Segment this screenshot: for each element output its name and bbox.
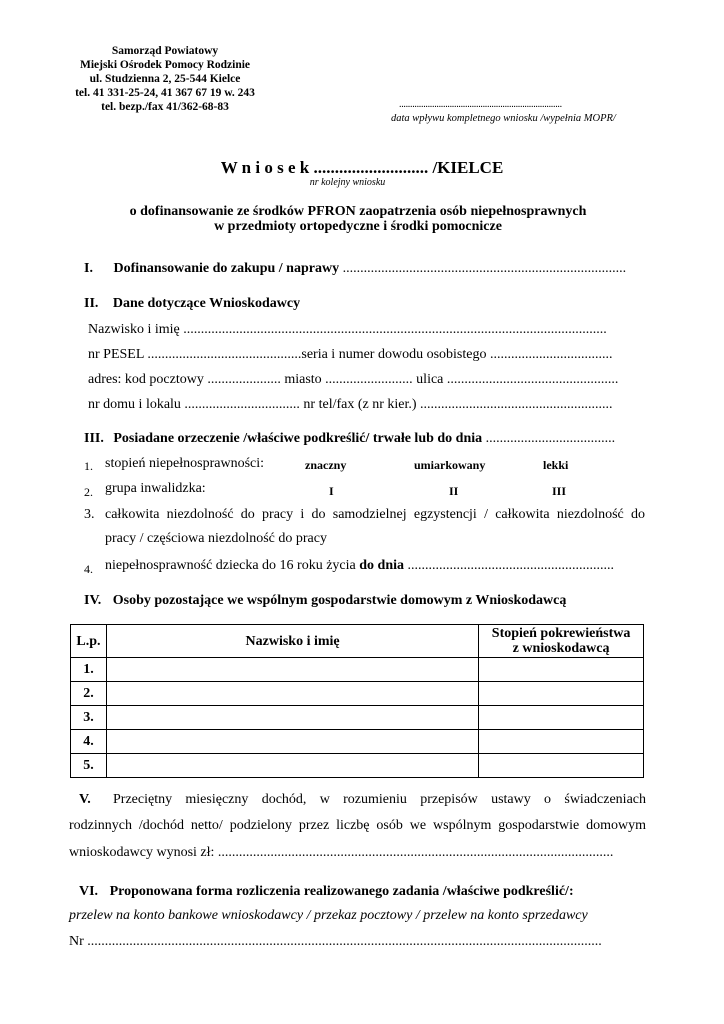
work-incapacity-options-line2[interactable]: pracy / częściowa niezdolność do pracy	[105, 531, 327, 546]
row-number: 2.	[71, 682, 107, 706]
member-name-cell[interactable]	[106, 754, 478, 778]
income-text-line2: rodzinnych /dochód netto/ podzielony przez liczbę osób we wspólnym gospodarstwie domowym	[69, 818, 646, 833]
row-number: 1.	[71, 658, 107, 682]
income-text-line1: Przeciętny miesięczny dochód, w rozumieniu przepisów ustawy o świadczeniach	[113, 792, 646, 807]
section-2-heading	[84, 296, 300, 312]
pesel-id-field[interactable]: nr PESEL ............................................seria i numer dowodu osobistego ...................................	[88, 347, 613, 362]
group-option-3[interactable]: III	[552, 484, 567, 498]
member-name-cell[interactable]	[106, 658, 478, 682]
name-field[interactable]: Nazwisko i imię .........................................................................................................................	[88, 322, 607, 337]
section-6-number: VI.	[79, 884, 99, 899]
form-subtitle-line1: o dofinansowanie ze środków PFRON zaopatrzenia osób niepełnosprawnych	[129, 204, 587, 219]
row-number: 4.	[71, 730, 107, 754]
member-relationship-cell[interactable]	[479, 682, 644, 706]
section-4-heading	[84, 593, 566, 609]
disability-degree-label: stopień niepełnosprawności:	[105, 456, 265, 471]
section-4-number: IV.	[84, 593, 102, 608]
section-2-label: Dane dotyczące Wnioskodawcy	[112, 296, 301, 311]
child-disability-label: niepełnosprawność dziecka do 16 roku życia	[105, 558, 356, 573]
work-incapacity-options-line1[interactable]: całkowita niezdolność do pracy i do samodzielnej egzystencji / całkowita niezdolność do	[105, 507, 645, 522]
member-name-cell[interactable]	[106, 682, 478, 706]
section-3	[84, 431, 615, 447]
table-row	[71, 754, 644, 778]
group-option-2[interactable]: II	[449, 484, 459, 498]
section-1	[84, 261, 626, 277]
member-relationship-cell[interactable]	[479, 658, 644, 682]
section-1-number: I.	[84, 261, 93, 276]
certificate-date-field[interactable]: .....................................	[482, 431, 616, 446]
org-address: ul. Studzienna 2, 25-544 Kielce	[89, 73, 241, 85]
section-6-label: Proponowana forma rozliczenia realizowanego zadania /właściwe podkreślić/:	[109, 884, 574, 899]
org-fax: tel. bezp./fax 41/362-68-83	[101, 101, 229, 113]
disability-group-label: grupa inwalidzka:	[105, 481, 206, 496]
org-phone: tel. 41 331-25-24, 41 367 67 19 w. 243	[75, 87, 255, 99]
receipt-date-field[interactable]: ..........................................................................	[399, 99, 562, 110]
form-title: W n i o s e k ........................... /KIELCE	[220, 158, 504, 177]
row-number: 3.	[71, 706, 107, 730]
table-row	[71, 706, 644, 730]
section-4-label: Osoby pozostające we wspólnym gospodarstwie domowym z Wnioskodawcą	[112, 593, 567, 608]
member-relationship-cell[interactable]	[479, 730, 644, 754]
degree-option-significant[interactable]: znaczny	[305, 458, 347, 472]
org-unit: Miejski Ośrodek Pomocy Rodzinie	[79, 59, 251, 71]
table-row	[71, 682, 644, 706]
account-number-field[interactable]: Nr ...................................................................................................................................................	[69, 934, 602, 949]
degree-option-light[interactable]: lekki	[543, 458, 569, 472]
member-name-cell[interactable]	[106, 706, 478, 730]
section-2-number: II.	[84, 296, 99, 311]
row-number: 5.	[71, 754, 107, 778]
child-disability-date-field[interactable]: ...........................................................	[404, 558, 614, 573]
child-disability-line	[105, 558, 614, 574]
item-4-number: 4.	[84, 562, 93, 576]
house-phone-field[interactable]: nr domu i lokalu ................................. nr tel/fax (z nr kier.) .......................................................	[88, 397, 613, 412]
office-header	[50, 44, 280, 114]
col-relationship-header	[479, 625, 644, 658]
item-3-number: 3.	[84, 507, 95, 522]
address-field[interactable]: adres: kod pocztowy ..................... miasto ......................... ulica .................................................	[88, 372, 619, 387]
col-lp-header: L.p.	[71, 625, 107, 658]
col-relationship-header-line2: z wnioskodawcą	[512, 641, 610, 656]
until-date-label: do dnia	[359, 558, 404, 573]
form-subtitle-line2: w przedmioty ortopedyczne i środki pomocnicze	[214, 219, 502, 234]
item-1-number: 1.	[84, 459, 93, 473]
section-1-label: Dofinansowanie do zakupu / naprawy	[113, 261, 340, 276]
application-number-label: nr kolejny wniosku	[309, 177, 386, 188]
org-name: Samorząd Powiatowy	[111, 45, 219, 57]
degree-option-moderate[interactable]: umiarkowany	[414, 458, 486, 472]
section-3-number: III.	[84, 431, 104, 446]
member-name-cell[interactable]	[106, 730, 478, 754]
item-2-number: 2.	[84, 485, 93, 499]
col-name-header: Nazwisko i imię	[106, 625, 478, 658]
col-relationship-header-line1: Stopień pokrewieństwa	[491, 626, 631, 641]
income-amount-field[interactable]: wnioskodawcy wynosi zł: .................................................................................................................	[69, 845, 614, 860]
settlement-options[interactable]: przelew na konto bankowe wnioskodawcy / przekaz pocztowy / przelew na konto sprzedawcy	[69, 908, 588, 923]
receipt-date-label: data wpływu kompletnego wniosku /wypełnia MOPR/	[391, 113, 616, 124]
table-row	[71, 658, 644, 682]
household-members-table	[70, 624, 644, 778]
section-3-label: Posiadane orzeczenie /właściwe podkreślić/ trwałe lub do dnia	[113, 431, 483, 446]
section-6-heading	[79, 884, 574, 900]
purchase-repair-field[interactable]: .................................................................................	[339, 261, 627, 276]
table-row	[71, 730, 644, 754]
section-5-number: V.	[79, 792, 91, 807]
group-option-1[interactable]: I	[329, 484, 334, 498]
member-relationship-cell[interactable]	[479, 754, 644, 778]
table-header-row	[71, 625, 644, 658]
member-relationship-cell[interactable]	[479, 706, 644, 730]
